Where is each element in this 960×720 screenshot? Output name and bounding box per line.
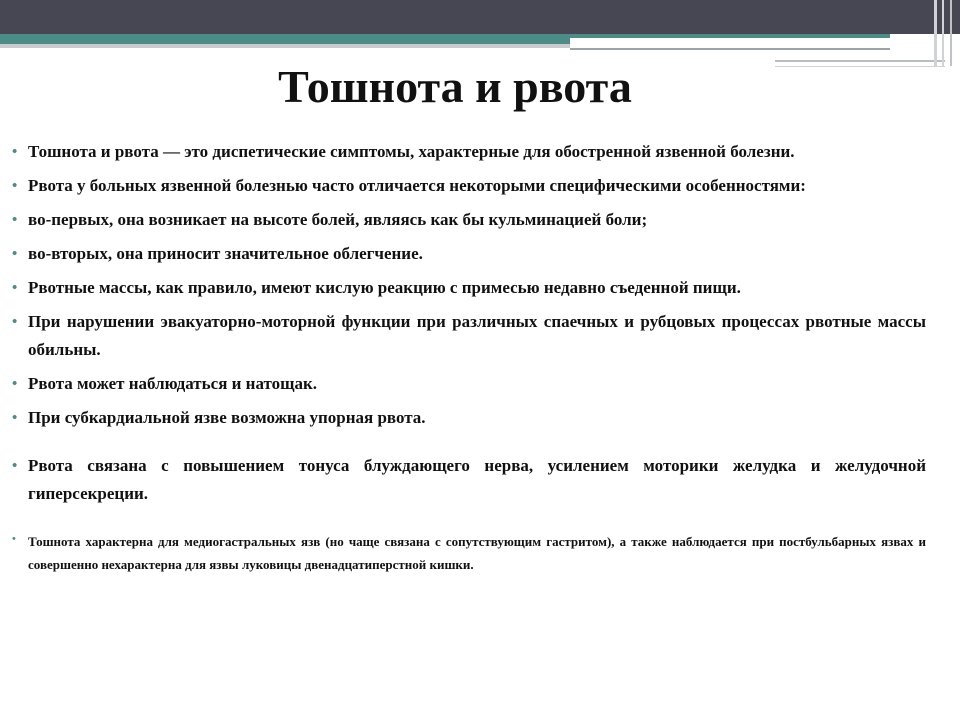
bullet-text: Рвотные массы, как правило, имеют кислую реакцию с примесью недавно съеденной пищи. [28,278,741,297]
decor-vertical-bar [950,0,952,66]
bullet-dot-icon: • [12,533,16,545]
divider-strip [0,44,570,48]
bullet-dot-icon: • [12,458,18,474]
bullet-item [10,404,926,432]
bullet-text: во-первых, она возникает на высоте болей, являясь как бы кульминацией боли; [28,210,648,229]
bullet-dot-icon: • [12,178,18,194]
bullet-text: Рвота у больных язвенной болезнью часто отличается некоторыми специфическими особенностями: [28,176,806,195]
bullet-item [10,274,926,302]
bullet-dot-icon: • [12,212,18,228]
bullet-text: Рвота связана с повышением тонуса блуждающего нерва, усилением моторики желудка и желудочной гиперсекреции. [28,456,926,503]
bullet-item [10,308,926,364]
bullet-dot-icon: • [12,280,18,296]
bullet-item [10,240,926,268]
bullet-item [10,172,926,200]
slide-title: Тошнота и рвота [278,61,632,112]
bullet-text: При нарушении эвакуаторно-моторной функции при различных спаечных и рубцовых процессах рвотные массы обильны. [28,312,926,359]
bullet-dot-icon: • [12,410,18,426]
bullet-dot-icon: • [12,314,18,330]
bullet-item [10,370,926,398]
header-bar [0,0,960,34]
bullet-item [10,206,926,234]
decor-line [570,48,890,50]
accent-strip [0,34,570,44]
bullet-text: Рвота может наблюдаться и натощак. [28,374,318,393]
decor-vertical-bar [942,0,944,66]
bullet-dot-icon: • [12,376,18,392]
bullet-text: во-вторых, она приносит значительное облегчение. [28,244,423,263]
bullet-text: Тошнота и рвота — это диспетические симптомы, характерные для обостренной язвенной болезни. [28,142,795,161]
bullet-dot-icon: • [12,144,18,160]
bullet-item [10,138,926,166]
bullet-dot-icon: • [12,246,18,262]
bullet-text: При субкардиальной язве возможна упорная рвота. [28,408,426,427]
decor-vertical-bar [934,0,937,66]
bullet-text: Тошнота характерна для медиогастральных язв (но чаще связана с сопутствующим гастритом), а также наблюдается при постбульбарных язвах и совершенно нехарактерна для язвы луковицы двенадцатиперстной кишки. [28,534,926,572]
accent-strip-thin [570,34,890,38]
bullet-item [10,452,926,508]
bullet-item [10,530,926,576]
bullet-list [10,138,926,582]
